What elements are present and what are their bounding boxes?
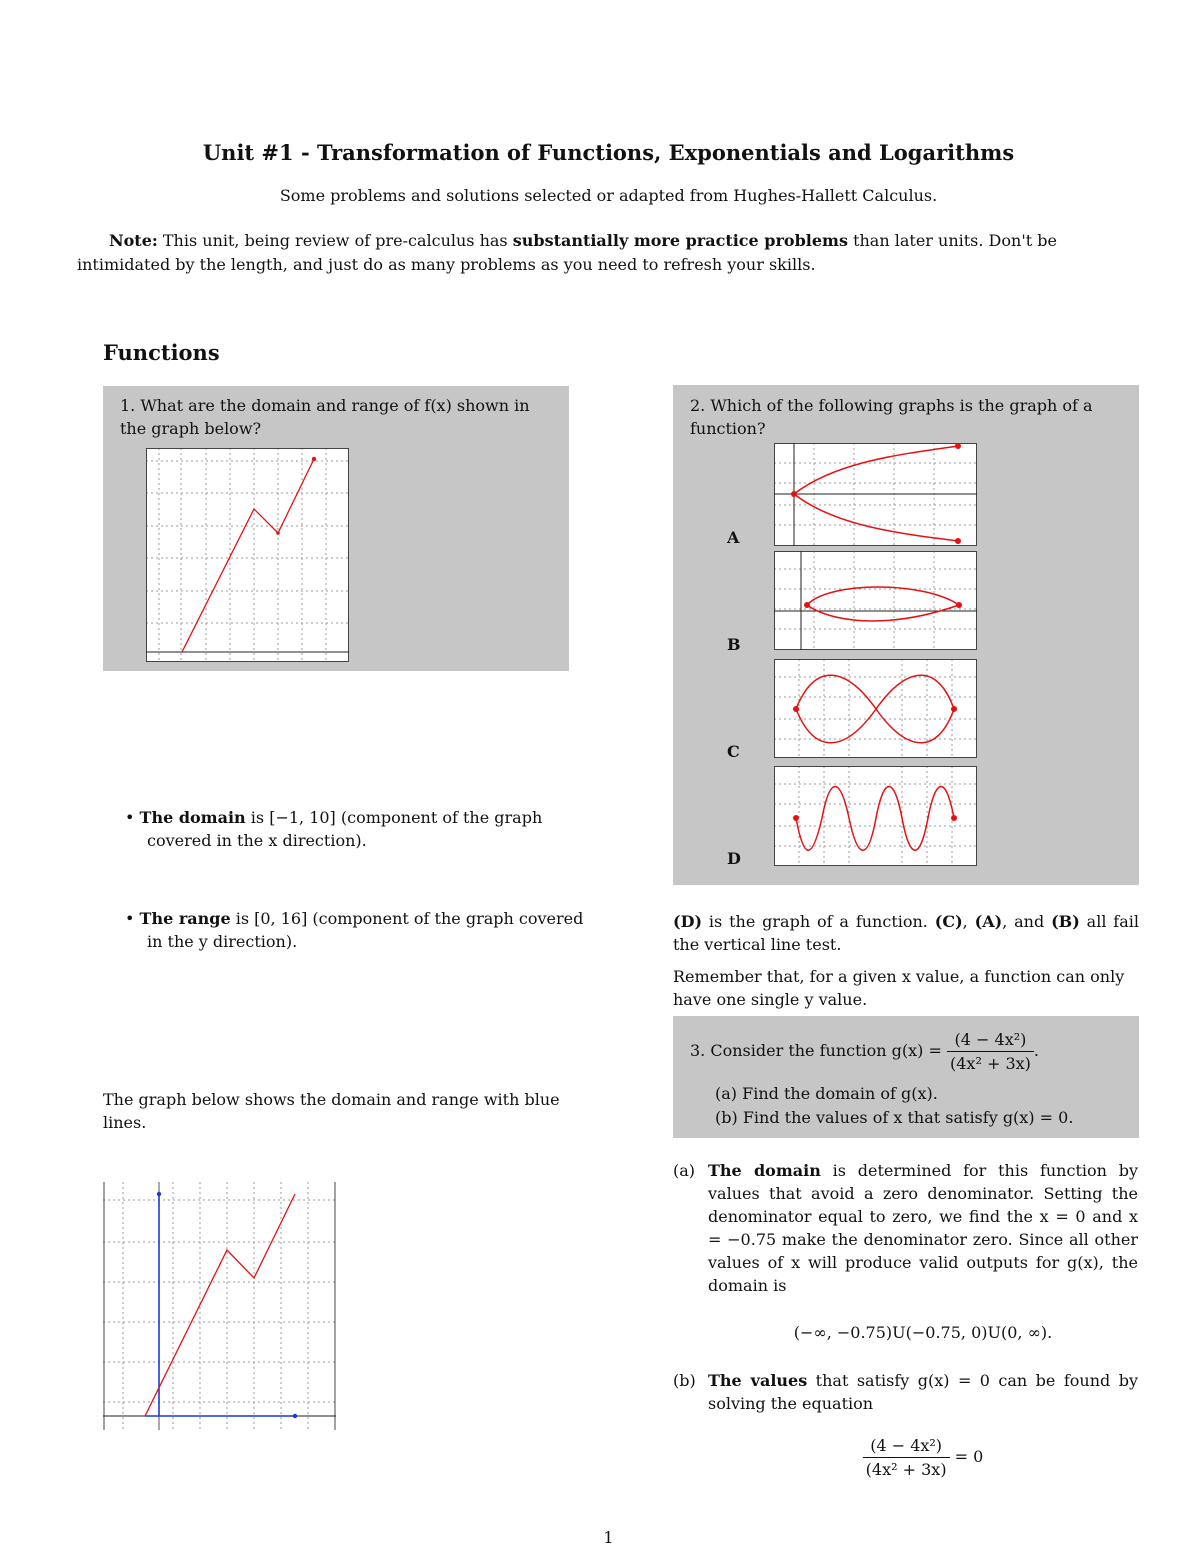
answer-and: , and	[1002, 912, 1045, 931]
bullet-dot: •	[125, 808, 140, 827]
problem1-text: What are the domain and range of f(x) shown in the graph below?	[120, 396, 530, 438]
function-curve	[145, 1194, 295, 1416]
graph-frame	[775, 767, 977, 866]
range-top-point	[157, 1192, 161, 1196]
endpoint	[956, 602, 962, 608]
problem2-number: 2.	[690, 396, 706, 415]
problem2-box	[673, 385, 1139, 885]
domain-bullet	[125, 806, 589, 852]
range-text: is [0, 16] (component of the graph covered in the y direction).	[147, 909, 584, 951]
solution-b-label: (b)	[673, 1371, 696, 1390]
upper-branch	[794, 446, 958, 494]
solution-b	[708, 1369, 1138, 1415]
problem2-answer	[673, 910, 1139, 956]
endpoint	[955, 443, 961, 449]
section-heading: Functions	[103, 340, 220, 365]
endpoint	[793, 815, 799, 821]
lower-branch	[794, 494, 958, 541]
problem3-intro: Consider the function g(x) =	[710, 1041, 942, 1060]
graph-a-label: A	[727, 528, 740, 547]
answer-c: (C)	[934, 912, 963, 931]
graph-b-label: B	[727, 635, 741, 654]
domain-text: is [−1, 10] (component of the graph covered in the x direction).	[147, 808, 543, 850]
problem3-number: 3.	[690, 1041, 706, 1060]
note-text-2: than later units. Don't be intimidated by the length, and just do as many problems as you need to refresh your skills.	[77, 231, 1057, 274]
answer-text-1: is the graph of a function.	[708, 912, 928, 931]
domain-end-point	[293, 1414, 297, 1418]
graph-frame	[775, 552, 977, 650]
note-label: Note:	[109, 231, 158, 250]
domain-range-graph	[103, 1182, 336, 1430]
range-bold: The range	[139, 909, 231, 928]
problem2-remember: Remember that, for a given x value, a function can only have one single y value.	[673, 967, 1125, 1009]
problem3-question: 3. Consider the function g(x) = $\frac{\text{(4 − 4x²)}}{\text{(4x² + 3x)}}$ .	[690, 1030, 1039, 1073]
graph-c-label: C	[727, 742, 740, 761]
problem1-question	[120, 394, 560, 440]
equation-rhs: = 0	[954, 1447, 984, 1466]
problem3-box	[673, 1016, 1139, 1138]
range-bullet	[125, 907, 589, 953]
graph-d-label: D	[727, 849, 741, 868]
graph-a	[774, 443, 977, 546]
answer-b: (B)	[1051, 912, 1080, 931]
domain-bold: The domain	[139, 808, 246, 827]
problem3-part-b: (b) Find the values of x that satisfy g(x) = 0.	[715, 1108, 1074, 1127]
graph-frame	[147, 449, 349, 662]
grid-lines	[103, 1182, 336, 1430]
note-bold: substantially more practice problems	[512, 231, 848, 250]
answer-comma: ,	[962, 912, 968, 931]
domain-result: (−∞, −0.75)U(−0.75, 0)U(0, ∞).	[793, 1323, 1053, 1342]
equation-numerator: (4 − 4x²)	[863, 1434, 950, 1458]
solution-b-bold: The values	[708, 1371, 808, 1390]
problem3-fraction	[947, 1028, 1034, 1075]
page-number: 1	[603, 1528, 614, 1547]
problem1-graph	[146, 448, 349, 662]
bullet-dot: •	[125, 909, 140, 928]
graph-note: The graph below shows the domain and range with blue lines.	[103, 1090, 560, 1132]
wave-2	[796, 675, 954, 743]
problem2-question	[690, 394, 1130, 440]
equation-fraction	[863, 1434, 950, 1481]
upper-arc	[807, 587, 959, 605]
answer-a: (A)	[974, 912, 1003, 931]
grid-lines	[774, 766, 977, 866]
problem3-part-a: (a) Find the domain of g(x).	[715, 1084, 938, 1103]
wave-1	[796, 675, 954, 743]
endpoint	[955, 538, 961, 544]
lower-arc	[807, 605, 959, 621]
solution-b-text: that satisfy g(x) = 0 can be found by solving the equation	[708, 1371, 1138, 1413]
sine-wave	[796, 787, 954, 851]
problem1-box	[103, 386, 569, 671]
endpoint	[793, 706, 799, 712]
grid-lines	[774, 551, 977, 650]
graph-b	[774, 551, 977, 650]
equation-denominator: (4x² + 3x)	[865, 1460, 947, 1479]
problem2-text: Which of the following graphs is the graph of a function?	[690, 396, 1093, 438]
graph-d	[774, 766, 977, 866]
solution-a-text: is determined for this function by values that avoid a zero denominator. Setting the denominator equal to zero, we find the x = 0 and x = −0.75 make the denominator zero. Since all other values of x will produce valid outputs for g(x), the domain is	[708, 1161, 1139, 1295]
note-text-1: This unit, being review of pre-calculus has	[162, 231, 508, 250]
vertex-point	[276, 531, 280, 535]
fraction-numerator: (4 − 4x²)	[947, 1028, 1034, 1052]
page-subtitle: Some problems and solutions selected or adapted from Hughes-Hallett Calculus.	[279, 186, 938, 205]
endpoint	[312, 457, 316, 461]
answer-text-2: all fail the vertical line test.	[673, 912, 1139, 954]
graph-c	[774, 659, 977, 758]
solution-a-bold: The domain	[708, 1161, 821, 1180]
vertex-point	[791, 491, 797, 497]
endpoint	[804, 602, 810, 608]
page-title: Unit #1 - Transformation of Functions, Exponentials and Logarithms	[202, 140, 1015, 165]
intro-note	[77, 229, 1139, 277]
solution-a-label: (a)	[673, 1161, 696, 1180]
fraction-denominator: (4x² + 3x)	[950, 1054, 1031, 1073]
endpoint	[951, 706, 957, 712]
grid-lines	[146, 448, 349, 662]
endpoint	[951, 815, 957, 821]
problem1-number: 1.	[120, 396, 136, 415]
answer-d: (D)	[673, 912, 703, 931]
solution-a	[708, 1159, 1138, 1297]
solution-equation	[708, 1434, 1138, 1481]
